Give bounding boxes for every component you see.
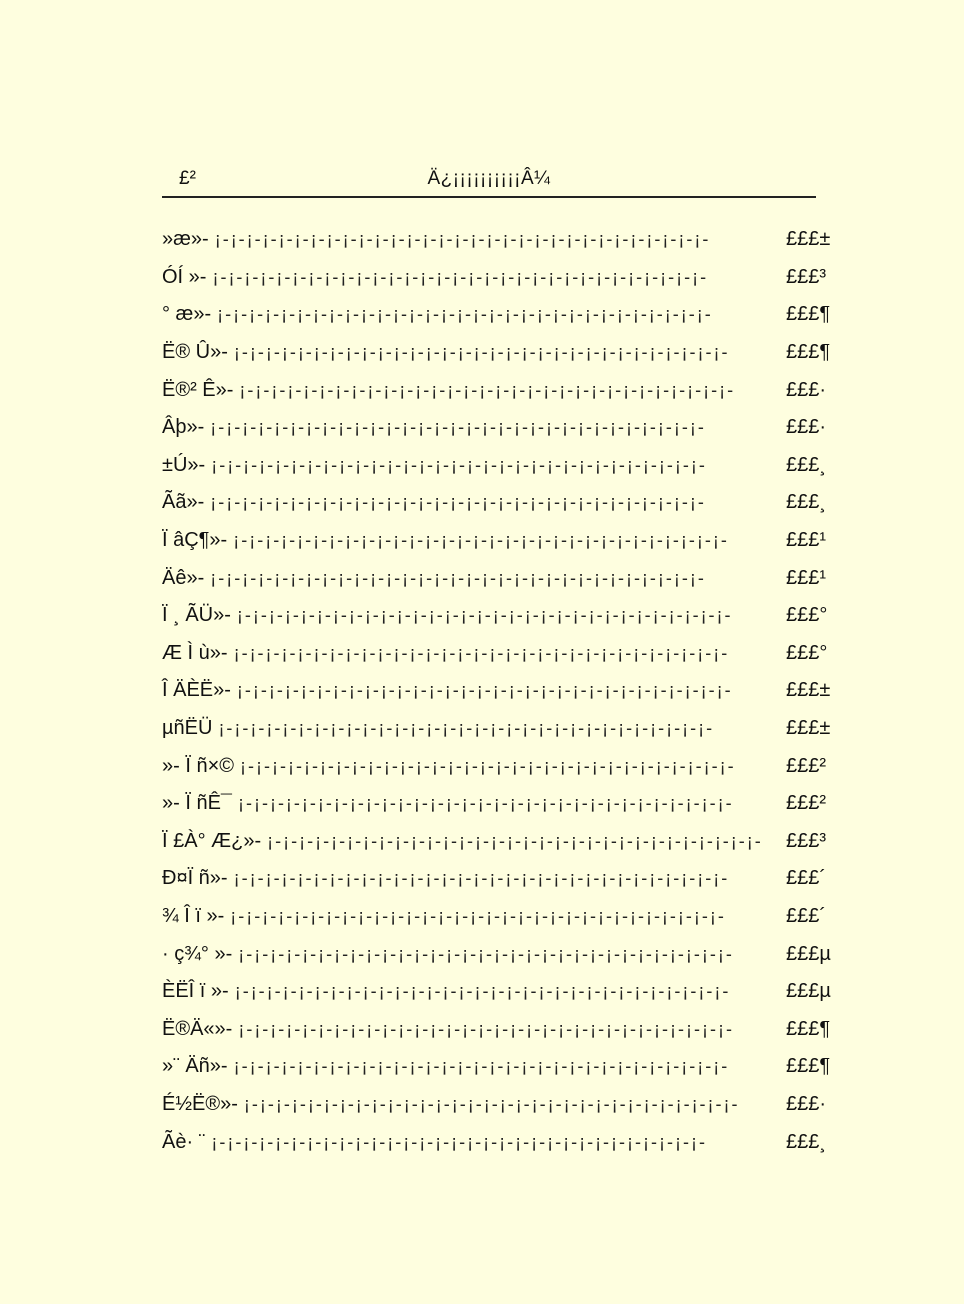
toc-entry-page: £££³: [786, 265, 827, 288]
toc-entry-page: £££·: [786, 378, 827, 401]
toc-entry-title: ÓÍ »-: [162, 265, 207, 288]
toc-entry: [162, 371, 826, 409]
toc-entry-title: Æ Ì ù»-: [162, 641, 228, 664]
page-number: £²: [179, 168, 196, 189]
toc-entry: [162, 710, 831, 748]
toc-entry-title: · ç¾° »-: [162, 942, 233, 965]
toc-entry-page: £££²: [786, 792, 827, 815]
toc-dot-leader: ¡-¡-¡-¡-¡-¡-¡-¡-¡-¡-¡-¡-¡-¡-¡-¡-¡-¡-¡-¡-¡-¡-¡-¡-¡-¡-¡-¡-¡-¡-¡-: [211, 1131, 707, 1152]
toc-entry-title: Ë®² Ê»-: [162, 378, 234, 401]
toc-entry-page: £££±: [786, 679, 831, 702]
toc-dot-leader: ¡-¡-¡-¡-¡-¡-¡-¡-¡-¡-¡-¡-¡-¡-¡-¡-¡-¡-¡-¡-¡-¡-¡-¡-¡-¡-¡-¡-¡-¡-¡-: [233, 1056, 730, 1077]
toc-entry: [162, 259, 826, 297]
toc-entry-page: £££¶: [786, 341, 831, 364]
toc-entry: [162, 597, 826, 635]
toc-entry: [162, 747, 826, 785]
toc-entry-title: »- Ï ñ×©: [162, 754, 234, 777]
toc-entry: [162, 973, 831, 1011]
toc-entry-title: µñËÜ: [162, 717, 213, 740]
toc-dot-leader: ¡-¡-¡-¡-¡-¡-¡-¡-¡-¡-¡-¡-¡-¡-¡-¡-¡-¡-¡-¡-¡-¡-¡-¡-¡-¡-¡-¡-¡-¡-¡-: [218, 718, 715, 739]
toc-dot-leader: ¡-¡-¡-¡-¡-¡-¡-¡-¡-¡-¡-¡-¡-¡-¡-¡-¡-¡-¡-¡-¡-¡-¡-¡-¡-¡-¡-¡-¡-¡-¡-: [243, 1093, 740, 1114]
toc-entry: [162, 785, 826, 823]
toc-entry-page: £££µ: [786, 942, 831, 965]
toc-dot-leader: ¡-¡-¡-¡-¡-¡-¡-¡-¡-¡-¡-¡-¡-¡-¡-¡-¡-¡-¡-¡-¡-¡-¡-¡-¡-¡-¡-¡-¡-¡-¡-: [267, 830, 763, 851]
toc-entry: [162, 672, 831, 710]
toc-entry-title: Ãã»-: [162, 491, 205, 514]
toc-entry-title: Î ÄÈË»-: [162, 679, 231, 702]
toc-entry: [162, 522, 826, 560]
toc-dot-leader: ¡-¡-¡-¡-¡-¡-¡-¡-¡-¡-¡-¡-¡-¡-¡-¡-¡-¡-¡-¡-¡-¡-¡-¡-¡-¡-¡-¡-¡-¡-¡-: [239, 379, 736, 400]
toc-entry-page: £££´: [786, 867, 827, 890]
toc-entry: [162, 559, 826, 597]
toc-entry-page: £££±: [786, 717, 831, 740]
toc-entry-title: É½Ë®»-: [162, 1092, 238, 1115]
toc-entry-page: £££µ: [786, 980, 831, 1003]
toc-entry: [162, 1010, 831, 1048]
toc-entry: [162, 296, 831, 334]
toc-entry-title: »¨ Äñ»-: [162, 1055, 228, 1078]
toc-entry-title: Âþ»-: [162, 416, 205, 439]
toc-dot-leader: ¡-¡-¡-¡-¡-¡-¡-¡-¡-¡-¡-¡-¡-¡-¡-¡-¡-¡-¡-¡-¡-¡-¡-¡-¡-¡-¡-¡-¡-¡-¡-: [238, 943, 734, 964]
toc-entry-page: £££±: [786, 228, 831, 251]
toc-entry-page: £££´: [786, 904, 827, 927]
toc-entry-title: »æ»-: [162, 228, 209, 251]
toc-entry-title: Ë®Ä«»-: [162, 1017, 233, 1040]
toc-dot-leader: ¡-¡-¡-¡-¡-¡-¡-¡-¡-¡-¡-¡-¡-¡-¡-¡-¡-¡-¡-¡-¡-¡-¡-¡-¡-¡-¡-¡-¡-¡-¡-: [233, 342, 730, 363]
toc-dot-leader: ¡-¡-¡-¡-¡-¡-¡-¡-¡-¡-¡-¡-¡-¡-¡-¡-¡-¡-¡-¡-¡-¡-¡-¡-¡-¡-¡-¡-¡-¡-¡-: [214, 229, 711, 250]
toc-entry-title: Äê»-: [162, 566, 205, 589]
toc-entry: [162, 935, 831, 973]
toc-entry-title: Ï âÇ¶»-: [162, 529, 228, 552]
toc-entry-title: ¾ Î ï »-: [162, 904, 225, 927]
toc-entry: [162, 447, 826, 485]
toc-entry-page: £££·: [786, 416, 827, 439]
table-of-contents: [162, 221, 831, 1161]
toc-entry-page: £££¶: [786, 1055, 831, 1078]
toc-dot-leader: ¡-¡-¡-¡-¡-¡-¡-¡-¡-¡-¡-¡-¡-¡-¡-¡-¡-¡-¡-¡-¡-¡-¡-¡-¡-¡-¡-¡-¡-¡-¡-: [240, 755, 736, 776]
toc-entry-title: Ï ¸ ÃÜ»-: [162, 604, 231, 627]
toc-entry-title: »- Ï ñÊ¯: [162, 792, 232, 815]
toc-entry-title: Ãè· ¨: [162, 1130, 206, 1153]
toc-entry-page: £££¸: [786, 491, 827, 514]
toc-entry-page: £££¹: [786, 529, 827, 552]
page-header: [162, 166, 816, 198]
toc-entry-page: £££¶: [786, 1017, 831, 1040]
toc-entry-page: £££³: [786, 829, 827, 852]
toc-entry-page: £££²: [786, 754, 827, 777]
toc-entry: [162, 1123, 826, 1161]
toc-entry: [162, 409, 826, 447]
toc-dot-leader: ¡-¡-¡-¡-¡-¡-¡-¡-¡-¡-¡-¡-¡-¡-¡-¡-¡-¡-¡-¡-¡-¡-¡-¡-¡-¡-¡-¡-¡-¡-¡-: [237, 793, 734, 814]
toc-dot-leader: ¡-¡-¡-¡-¡-¡-¡-¡-¡-¡-¡-¡-¡-¡-¡-¡-¡-¡-¡-¡-¡-¡-¡-¡-¡-¡-¡-¡-¡-¡-¡-: [233, 868, 730, 889]
toc-dot-leader: ¡-¡-¡-¡-¡-¡-¡-¡-¡-¡-¡-¡-¡-¡-¡-¡-¡-¡-¡-¡-¡-¡-¡-¡-¡-¡-¡-¡-¡-¡-¡-: [212, 266, 709, 287]
toc-entry: [162, 635, 826, 673]
toc-entry: [162, 221, 831, 259]
toc-entry: [162, 484, 826, 522]
toc-entry: [162, 823, 826, 861]
toc-entry: [162, 898, 826, 936]
toc-entry-title: Ë® Û»-: [162, 341, 228, 364]
toc-dot-leader: ¡-¡-¡-¡-¡-¡-¡-¡-¡-¡-¡-¡-¡-¡-¡-¡-¡-¡-¡-¡-¡-¡-¡-¡-¡-¡-¡-¡-¡-¡-¡-: [234, 981, 731, 1002]
running-title: Ä¿¡¡¡¡¡¡¡¡¡¡Â¼: [427, 168, 551, 189]
toc-entry-title: Ï £À° Æ¿»-: [162, 829, 262, 852]
toc-entry: [162, 1048, 831, 1086]
toc-entry-page: £££¸: [786, 1130, 827, 1153]
toc-dot-leader: ¡-¡-¡-¡-¡-¡-¡-¡-¡-¡-¡-¡-¡-¡-¡-¡-¡-¡-¡-¡-¡-¡-¡-¡-¡-¡-¡-¡-¡-¡-¡-: [236, 680, 733, 701]
toc-dot-leader: ¡-¡-¡-¡-¡-¡-¡-¡-¡-¡-¡-¡-¡-¡-¡-¡-¡-¡-¡-¡-¡-¡-¡-¡-¡-¡-¡-¡-¡-¡-¡-: [210, 492, 706, 513]
toc-entry-title: Ð¤Ï ñ»-: [162, 867, 228, 890]
toc-dot-leader: ¡-¡-¡-¡-¡-¡-¡-¡-¡-¡-¡-¡-¡-¡-¡-¡-¡-¡-¡-¡-¡-¡-¡-¡-¡-¡-¡-¡-¡-¡-¡-: [238, 1018, 734, 1039]
toc-entry-title: ÈËÎ ï »-: [162, 980, 229, 1003]
toc-entry-title: ° æ»-: [162, 303, 212, 326]
toc-entry-page: £££¶: [786, 303, 831, 326]
toc-entry-page: £££°: [786, 604, 828, 627]
toc-dot-leader: ¡-¡-¡-¡-¡-¡-¡-¡-¡-¡-¡-¡-¡-¡-¡-¡-¡-¡-¡-¡-¡-¡-¡-¡-¡-¡-¡-¡-¡-¡-¡-: [236, 605, 733, 626]
toc-dot-leader: ¡-¡-¡-¡-¡-¡-¡-¡-¡-¡-¡-¡-¡-¡-¡-¡-¡-¡-¡-¡-¡-¡-¡-¡-¡-¡-¡-¡-¡-¡-¡-: [230, 905, 726, 926]
toc-entry-page: £££¸: [786, 453, 827, 476]
toc-entry-page: £££·: [786, 1092, 827, 1115]
toc-dot-leader: ¡-¡-¡-¡-¡-¡-¡-¡-¡-¡-¡-¡-¡-¡-¡-¡-¡-¡-¡-¡-¡-¡-¡-¡-¡-¡-¡-¡-¡-¡-¡-: [210, 567, 706, 588]
toc-entry: [162, 860, 826, 898]
toc-entry: [162, 1086, 826, 1124]
toc-dot-leader: ¡-¡-¡-¡-¡-¡-¡-¡-¡-¡-¡-¡-¡-¡-¡-¡-¡-¡-¡-¡-¡-¡-¡-¡-¡-¡-¡-¡-¡-¡-¡-: [233, 642, 730, 663]
toc-entry: [162, 334, 831, 372]
toc-dot-leader: ¡-¡-¡-¡-¡-¡-¡-¡-¡-¡-¡-¡-¡-¡-¡-¡-¡-¡-¡-¡-¡-¡-¡-¡-¡-¡-¡-¡-¡-¡-¡-: [210, 417, 706, 438]
toc-dot-leader: ¡-¡-¡-¡-¡-¡-¡-¡-¡-¡-¡-¡-¡-¡-¡-¡-¡-¡-¡-¡-¡-¡-¡-¡-¡-¡-¡-¡-¡-¡-¡-: [211, 454, 707, 475]
toc-entry-page: £££¹: [786, 566, 827, 589]
toc-dot-leader: ¡-¡-¡-¡-¡-¡-¡-¡-¡-¡-¡-¡-¡-¡-¡-¡-¡-¡-¡-¡-¡-¡-¡-¡-¡-¡-¡-¡-¡-¡-¡-: [233, 530, 729, 551]
toc-entry-title: ±Ú»-: [162, 453, 206, 476]
toc-entry-page: £££°: [786, 641, 828, 664]
toc-dot-leader: ¡-¡-¡-¡-¡-¡-¡-¡-¡-¡-¡-¡-¡-¡-¡-¡-¡-¡-¡-¡-¡-¡-¡-¡-¡-¡-¡-¡-¡-¡-¡-: [217, 304, 713, 325]
